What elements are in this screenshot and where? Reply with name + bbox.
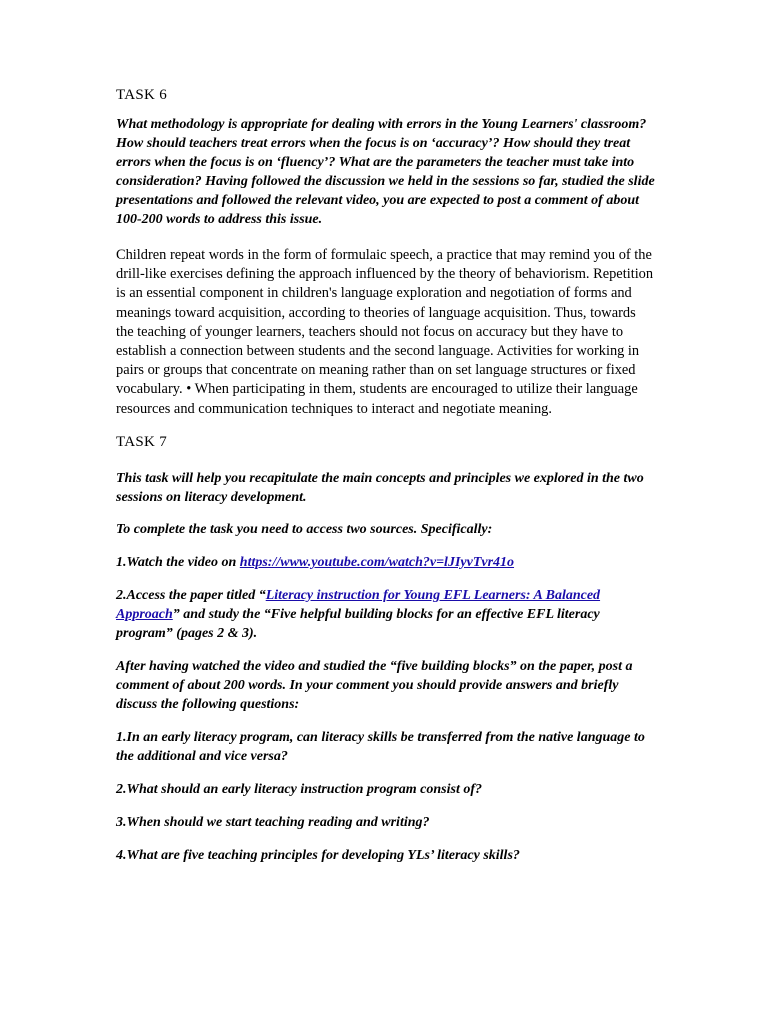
task7-step2 bbox=[116, 586, 656, 643]
task6-question: What methodology is appropriate for dealing with errors in the Young Learners' classroom? How should teachers treat errors when the focus is on ‘accuracy’? How should they treat errors when the focus is on ‘fluency’? What are the parameters the teacher must take into consideration? Having followed the discussion we held in the sessions so far, studied the slide presentations and followed the relevant video, you are expected to post a comment of about 100-200 words to address this issue. bbox=[116, 117, 655, 227]
task7-step2-prefix: 2.Access the paper titled “ bbox=[116, 587, 266, 603]
task7-step1 bbox=[116, 553, 656, 572]
task7-question-1: 1.In an early literacy program, can literacy skills be transferred from the native language to the additional and vice versa? bbox=[116, 729, 645, 764]
paper-link[interactable]: Literacy instruction for Young EFL Learners: A Balanced Approach bbox=[116, 587, 601, 622]
task7-sources-intro: To complete the task you need to access two sources. Specifically: bbox=[116, 521, 493, 537]
task7-step2-suffix: ” and study the “Five helpful building blocks for an effective EFL literacy program” (pages 2 & 3). bbox=[116, 606, 600, 641]
task7-question-3: 3.When should we start teaching reading and writing? bbox=[116, 814, 430, 830]
task7-question-4: 4.What are five teaching principles for developing YLs’ literacy skills? bbox=[116, 847, 520, 863]
task7-question-2: 2.What should an early literacy instruction program consist of? bbox=[116, 781, 482, 797]
task7-intro: This task will help you recapitulate the main concepts and principles we explored in the two sessions on literacy development. bbox=[116, 470, 644, 505]
task6-heading: TASK 6 bbox=[116, 87, 168, 103]
task6-answer: Children repeat words in the form of formulaic speech, a practice that may remind you of the drill-like exercises defining the approach influenced by the theory of behaviorism. Repetition is an essential component in children's language exploration and negotiation of forms and meanings toward acquisition, according to theories of language acquisition. Thus, towards the teaching of younger learners, teachers should not focus on accuracy but they have to establish a connection between students and the second language. Activities for working in pairs or groups that concentrate on meaning rather than on set language structures or fixed vocabulary. • When participating in them, students are encouraged to utilize their language resources and communication techniques to interact and negotiate meaning. bbox=[116, 247, 654, 417]
video-link[interactable]: https://www.youtube.com/watch?v=lJIyvTvr41o bbox=[239, 554, 515, 570]
task7-instructions: After having watched the video and studied the “five building blocks” on the paper, post a comment of about 200 words. In your comment you should provide answers and briefly discuss the following questions: bbox=[116, 658, 633, 712]
task7-step1-prefix: 1.Watch the video on bbox=[116, 554, 240, 570]
task7-heading: TASK 7 bbox=[116, 433, 168, 450]
document-page bbox=[116, 86, 656, 865]
